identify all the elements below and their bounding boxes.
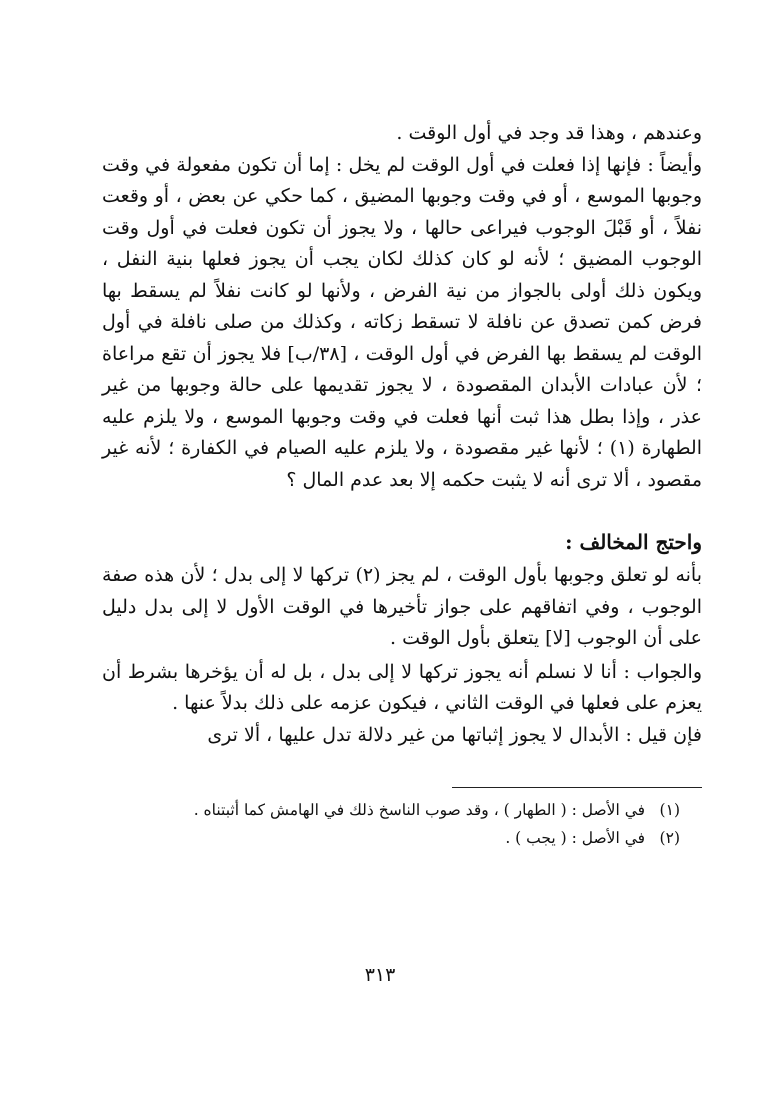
page-number: ٣١٣ — [364, 964, 396, 986]
body-paragraph-3: بأنه لو تعلق وجوبها بأول الوقت ، لم يجز (٢) تركها لا إلى بدل ؛ لأن هذه صفة الوجوب ، وفي اتفاقهم على جواز تأخيرها في الوقت الأول لا إلى بدل دليل على أن الوجوب [لا] يتعلق بأول الوقت . — [102, 564, 703, 649]
body-paragraph-5: فإن قيل : الأبدال لا يجوز إثباتها من غير دلالة تدل عليها ، ألا ترى — [207, 723, 702, 746]
footnotes — [102, 796, 680, 852]
body-paragraph-1: وعندهم ، وهذا قد وجد في أول الوقت . — [396, 122, 702, 144]
footnote-text: في الأصل : ( يجب ) . — [505, 829, 646, 847]
body-paragraph-4: والجواب : أنا لا نسلم أنه يجوز تركها لا إلى بدل ، بل له أن يؤخرها بشرط أن يعزم على فعلها في الوقت الثاني ، فيكون عزمه على ذلك بدلاً عنها . — [102, 660, 702, 714]
footnote-number: (١) — [659, 801, 680, 819]
footnote-number: (٢) — [659, 829, 680, 847]
footnote-2 — [102, 824, 680, 852]
footnote-text: في الأصل : ( الطهار ) ، وقد صوب الناسخ ذلك في الهامش كما أثبتناه . — [193, 801, 646, 819]
footnote-divider — [452, 787, 702, 788]
footnote-1 — [102, 796, 680, 824]
section-heading: واحتج المخالف : — [565, 530, 702, 554]
body-paragraph-2: وأيضاً : فإنها إذا فعلت في أول الوقت لم يخل : إما أن تكون مفعولة في وقت وجوبها الموسع ، أو في وقت وجوبها المضيق ، كما حكي عن بعض ، أو وقعت نفلاً ، أو قَبْلَ الوجوب فيراعى حالها ، ولا يجوز أن تكون فعلت في أول وقت الوجوب المضيق ؛ لأنه لو كان كذلك لكان يجب أن يجوز فعلها بنية النفل ، ويكون ذلك أولى بالجواز من نية الفرض ، ولأنها لو كانت نفلاً لم يسقط بها فرض كمن تصدق عن نافلة لا تسقط زكاته ، وكذلك من صلى نافلة في أول الوقت لم يسقط بها الفرض في أول الوقت ، [٣٨/ب] فلا يجوز أن تقع مراعاة ؛ لأن عبادات الأبدان المقصودة ، لا يجوز تقديمها على حالة وجوبها من غير عذر ، وإذا بطل هذا ثبت أنها فعلت في وقت وجوبها الموسع ، ولا يلزم عليه الطهارة (١) ؛ لأنها غير مقصودة ، ولا يلزم عليه الصيام في الكفارة ؛ لأنه غير مقصود ، ألا ترى أنه لا يثبت حكمه إلا بعد عدم المال ؟ — [102, 153, 702, 491]
